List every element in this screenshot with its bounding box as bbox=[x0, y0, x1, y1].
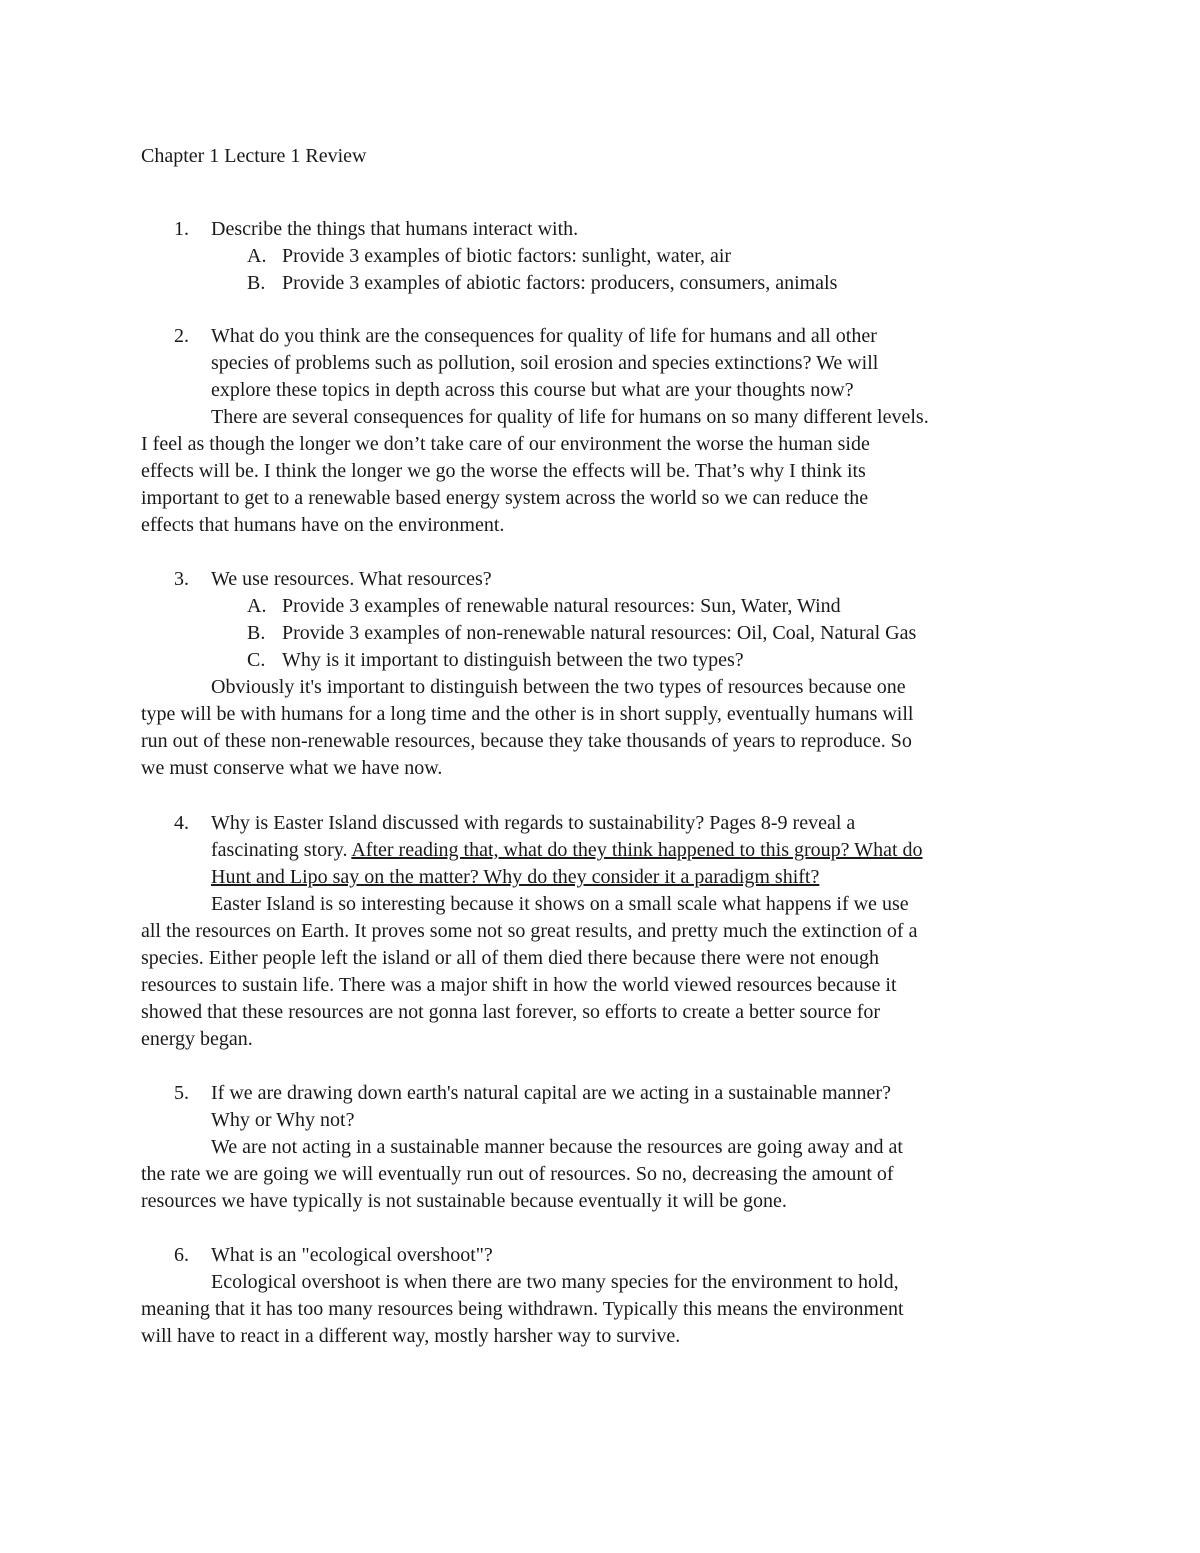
q5-number: 5. bbox=[174, 1082, 189, 1104]
q6-answer-line: will have to react in a different way, mostly harsher way to survive. bbox=[141, 1325, 681, 1347]
q3-item-letter: C. bbox=[247, 649, 266, 671]
q5-answer-line: the rate we are going we will eventually run out of resources. So no, decreasing the amount of bbox=[141, 1163, 894, 1185]
q3-answer-line: we must conserve what we have now. bbox=[141, 757, 443, 779]
q1-text: Describe the things that humans interact with. bbox=[211, 218, 579, 240]
q3-answer-line: Obviously it's important to distinguish between the two types of resources because one bbox=[211, 676, 906, 698]
q2-question-line: What do you think are the consequences for quality of life for humans and all other bbox=[211, 325, 877, 347]
q1-item-letter: B. bbox=[247, 272, 266, 294]
q3-number: 3. bbox=[174, 568, 189, 590]
q4-question-underlined: After reading that, what do they think happened to this group? What do bbox=[351, 839, 923, 861]
q2-question-line: explore these topics in depth across this course but what are your thoughts now? bbox=[211, 379, 854, 401]
q3-text: We use resources. What resources? bbox=[211, 568, 492, 590]
q3-item-text: Provide 3 examples of renewable natural resources: Sun, Water, Wind bbox=[282, 595, 841, 617]
q3-answer-line: run out of these non-renewable resources, because they take thousands of years to reproduce. So bbox=[141, 730, 912, 752]
q1-item-text: Provide 3 examples of biotic factors: sunlight, water, air bbox=[282, 245, 732, 267]
q3-item-letter: A. bbox=[247, 595, 267, 617]
q1-item-letter: A. bbox=[247, 245, 267, 267]
q3-item-text: Why is it important to distinguish between the two types? bbox=[282, 649, 744, 671]
q5-answer-line: We are not acting in a sustainable manner because the resources are going away and at bbox=[211, 1136, 903, 1158]
q4-answer-line: species. Either people left the island or all of them died there because there were not enough bbox=[141, 947, 880, 969]
q3-item-text: Provide 3 examples of non-renewable natural resources: Oil, Coal, Natural Gas bbox=[282, 622, 917, 644]
q6-text: What is an "ecological overshoot"? bbox=[211, 1244, 493, 1266]
q1-number: 1. bbox=[174, 218, 189, 240]
q2-answer-line: effects that humans have on the environment. bbox=[141, 514, 505, 536]
q6-answer-line: Ecological overshoot is when there are two many species for the environment to hold, bbox=[211, 1271, 899, 1293]
q3-answer-line: type will be with humans for a long time and the other is in short supply, eventually humans will bbox=[141, 703, 914, 725]
q4-question-line: Why is Easter Island discussed with regards to sustainability? Pages 8-9 reveal a bbox=[211, 812, 856, 834]
q2-answer-line: important to get to a renewable based energy system across the world so we can reduce the bbox=[141, 487, 869, 509]
q3-item-letter: B. bbox=[247, 622, 266, 644]
q4-answer-line: Easter Island is so interesting because it shows on a small scale what happens if we use bbox=[211, 893, 909, 915]
q2-number: 2. bbox=[174, 325, 189, 347]
q5-question-line: If we are drawing down earth's natural capital are we acting in a sustainable manner? bbox=[211, 1082, 891, 1104]
q2-answer-line: I feel as though the longer we don’t take care of our environment the worse the human side bbox=[141, 433, 870, 455]
q5-answer-line: resources we have typically is not sustainable because eventually it will be gone. bbox=[141, 1190, 787, 1212]
q2-question-line: species of problems such as pollution, soil erosion and species extinctions? We will bbox=[211, 352, 879, 374]
q6-number: 6. bbox=[174, 1244, 189, 1266]
q4-question-plain: fascinating story. bbox=[211, 839, 352, 861]
q4-answer-line: resources to sustain life. There was a major shift in how the world viewed resources because it bbox=[141, 974, 897, 996]
q1-item-text: Provide 3 examples of abiotic factors: producers, consumers, animals bbox=[282, 272, 838, 294]
q4-answer-line: all the resources on Earth. It proves some not so great results, and pretty much the extinction of a bbox=[141, 920, 918, 942]
q4-question-line bbox=[211, 837, 923, 864]
q4-question-underlined: Hunt and Lipo say on the matter? Why do they consider it a paradigm shift? bbox=[211, 866, 820, 888]
q5-question-line: Why or Why not? bbox=[211, 1109, 355, 1131]
q4-number: 4. bbox=[174, 812, 189, 834]
document-title: Chapter 1 Lecture 1 Review bbox=[141, 145, 367, 167]
q4-answer-line: energy began. bbox=[141, 1028, 253, 1050]
q2-answer-line: effects will be. I think the longer we go the worse the effects will be. That’s why I think its bbox=[141, 460, 866, 482]
q4-answer-line: showed that these resources are not gonna last forever, so efforts to create a better source for bbox=[141, 1001, 881, 1023]
q2-answer-line: There are several consequences for quality of life for humans on so many different levels. bbox=[211, 406, 929, 428]
q6-answer-line: meaning that it has too many resources being withdrawn. Typically this means the environment bbox=[141, 1298, 904, 1320]
